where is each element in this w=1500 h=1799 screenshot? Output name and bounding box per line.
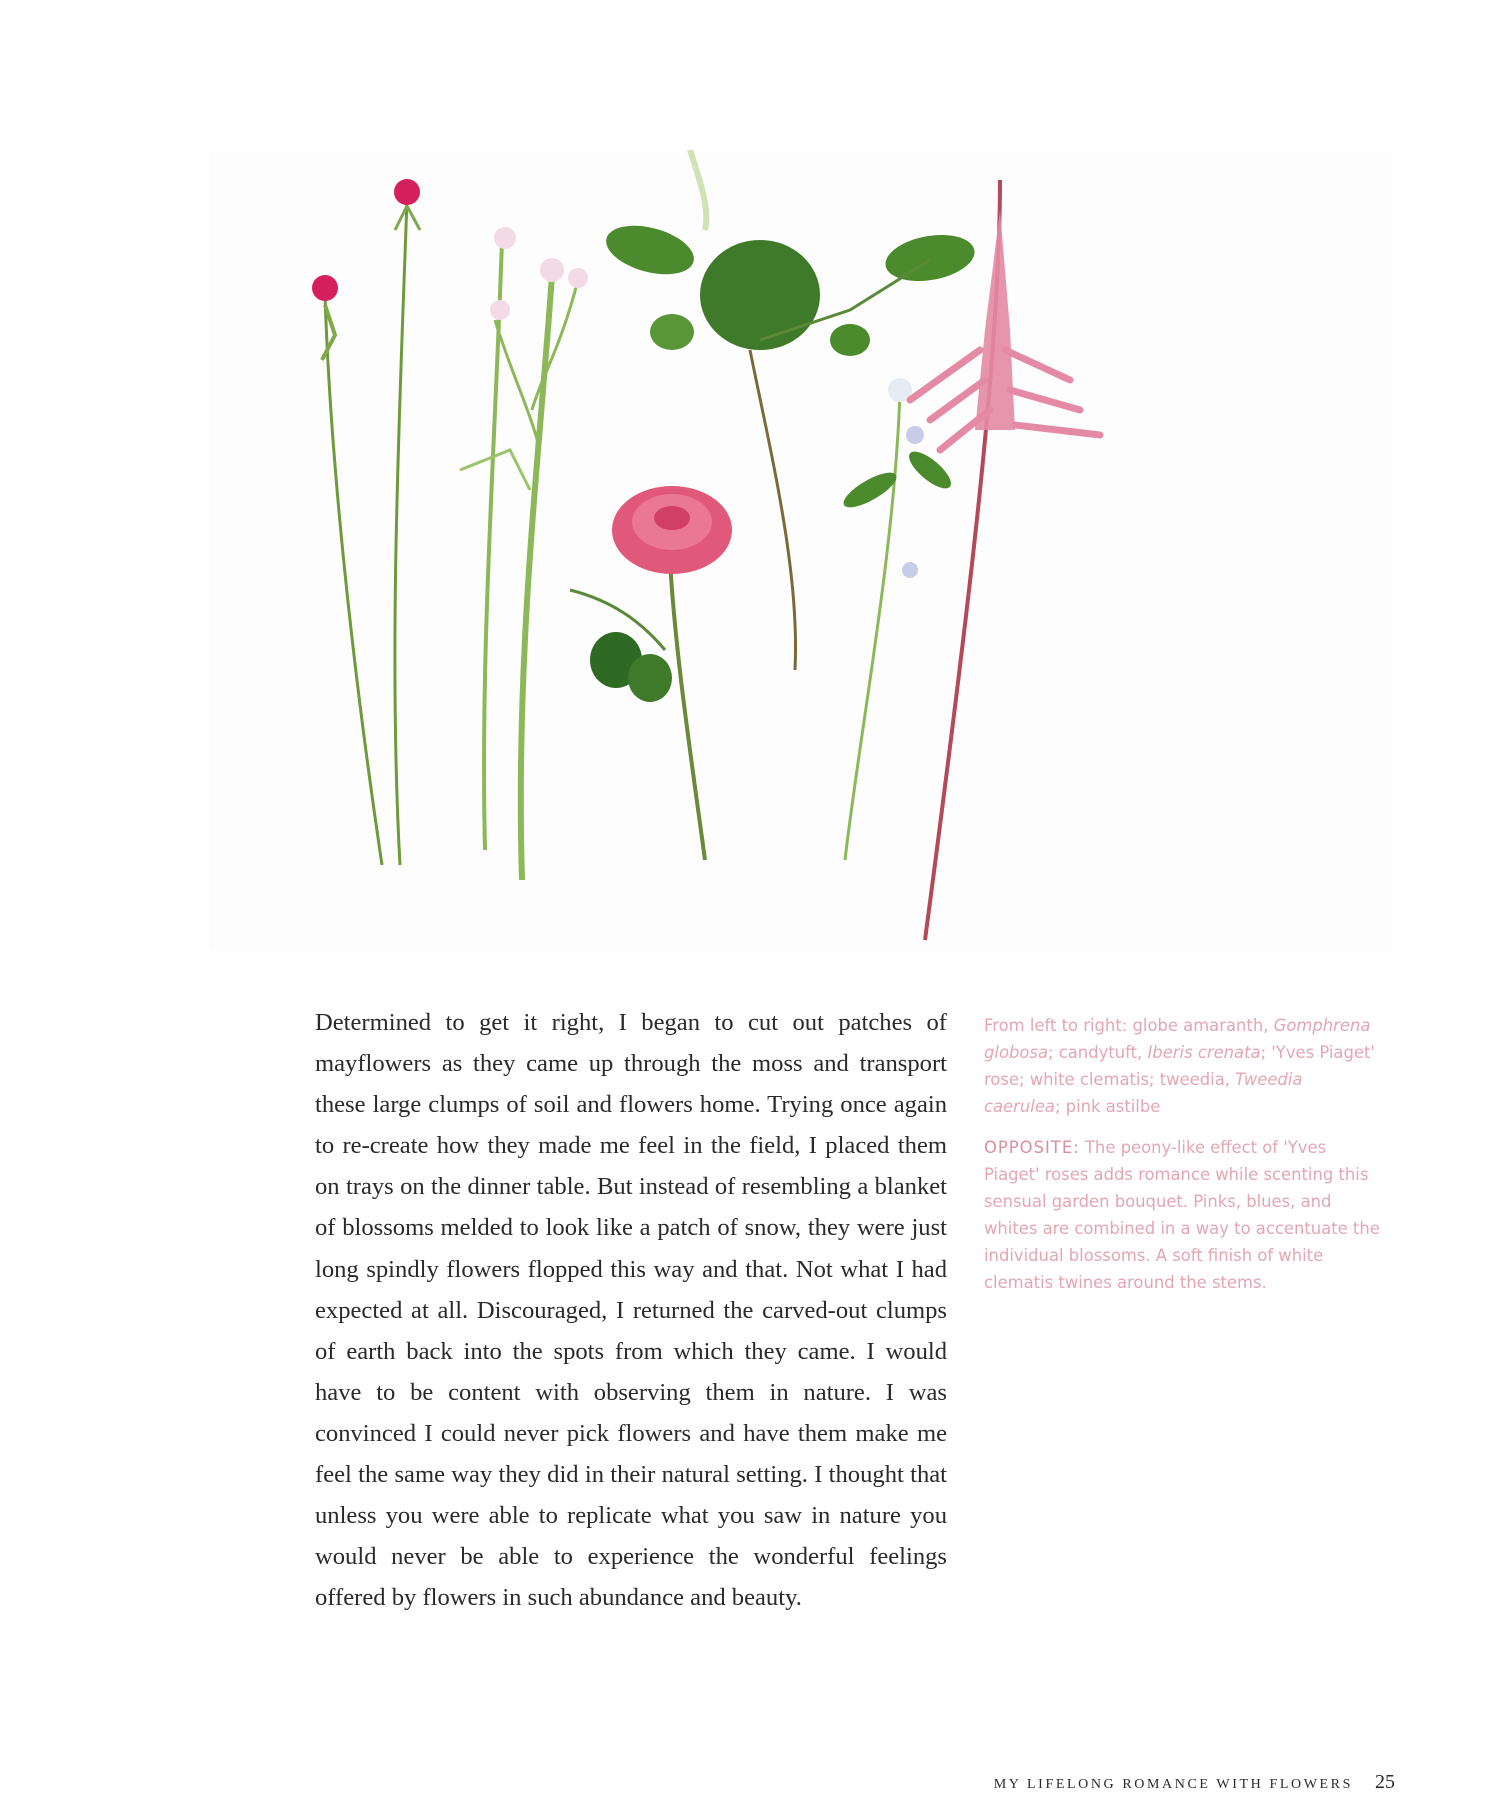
white-clematis <box>601 150 978 670</box>
candytuft <box>460 227 588 880</box>
globe-amaranth-left <box>312 275 382 865</box>
page-footer <box>900 1771 1395 1794</box>
caption-flower-list <box>984 1012 1382 1120</box>
caption-text: ; candytuft, <box>1048 1043 1148 1062</box>
caption-text: From left to right: globe amaranth, <box>984 1016 1274 1035</box>
caption-latin-name: Iberis crenata <box>1147 1043 1261 1062</box>
caption-opposite-label: OPPOSITE: <box>984 1138 1080 1157</box>
page-number: 25 <box>1375 1771 1395 1793</box>
body-paragraph: Determined to get it right, I began to cut out patches of mayflowers as they came up through the moss and transport these large clumps of soil and flowers home. Trying once again to re-create how they made me feel in the field, I placed them on trays on the dinner table. But instead of resembling a blanket of blossoms melded to look like a patch of snow, they were just long spindly flowers flopped this way and that. Not what I had expected at all. Discouraged, I returned the carved-out clumps of earth back into the spots from which they came. I would have to be content with observing them in nature. I was convinced I could never pick flowers and have them make me feel the same way they did in their natural setting. I thought that unless you were able to replicate what you saw in nature you would never be able to experience the wonderful feelings offered by flowers in such abundance and beauty. <box>315 1009 947 1612</box>
yves-piaget-rose <box>570 486 732 860</box>
globe-amaranth-right <box>394 179 420 865</box>
flowers-photo <box>210 150 1392 950</box>
caption-opposite-text: The peony-like effect of 'Yves Piaget' roses adds romance while scenting this sensual garden bouquet. Pinks, blues, and whites are combined in a way to accentuate the individual blossoms. A soft finish of white clematis twines around the stems. <box>984 1138 1380 1292</box>
caption-opposite <box>984 1134 1382 1296</box>
caption-text: ; 'Yves Piaget' rose; white clematis; tweedia, <box>984 1043 1375 1089</box>
caption-text: ; pink astilbe <box>1054 1097 1161 1116</box>
caption-latin-name: Gomphrena globosa <box>984 1016 1371 1062</box>
flowers-illustration <box>210 150 1392 950</box>
photo-caption <box>984 1012 1382 1310</box>
pink-astilbe <box>910 180 1100 940</box>
caption-latin-name: Tweedia caerulea <box>984 1070 1303 1116</box>
running-head: MY LIFELONG ROMANCE WITH FLOWERS <box>993 1777 1353 1792</box>
